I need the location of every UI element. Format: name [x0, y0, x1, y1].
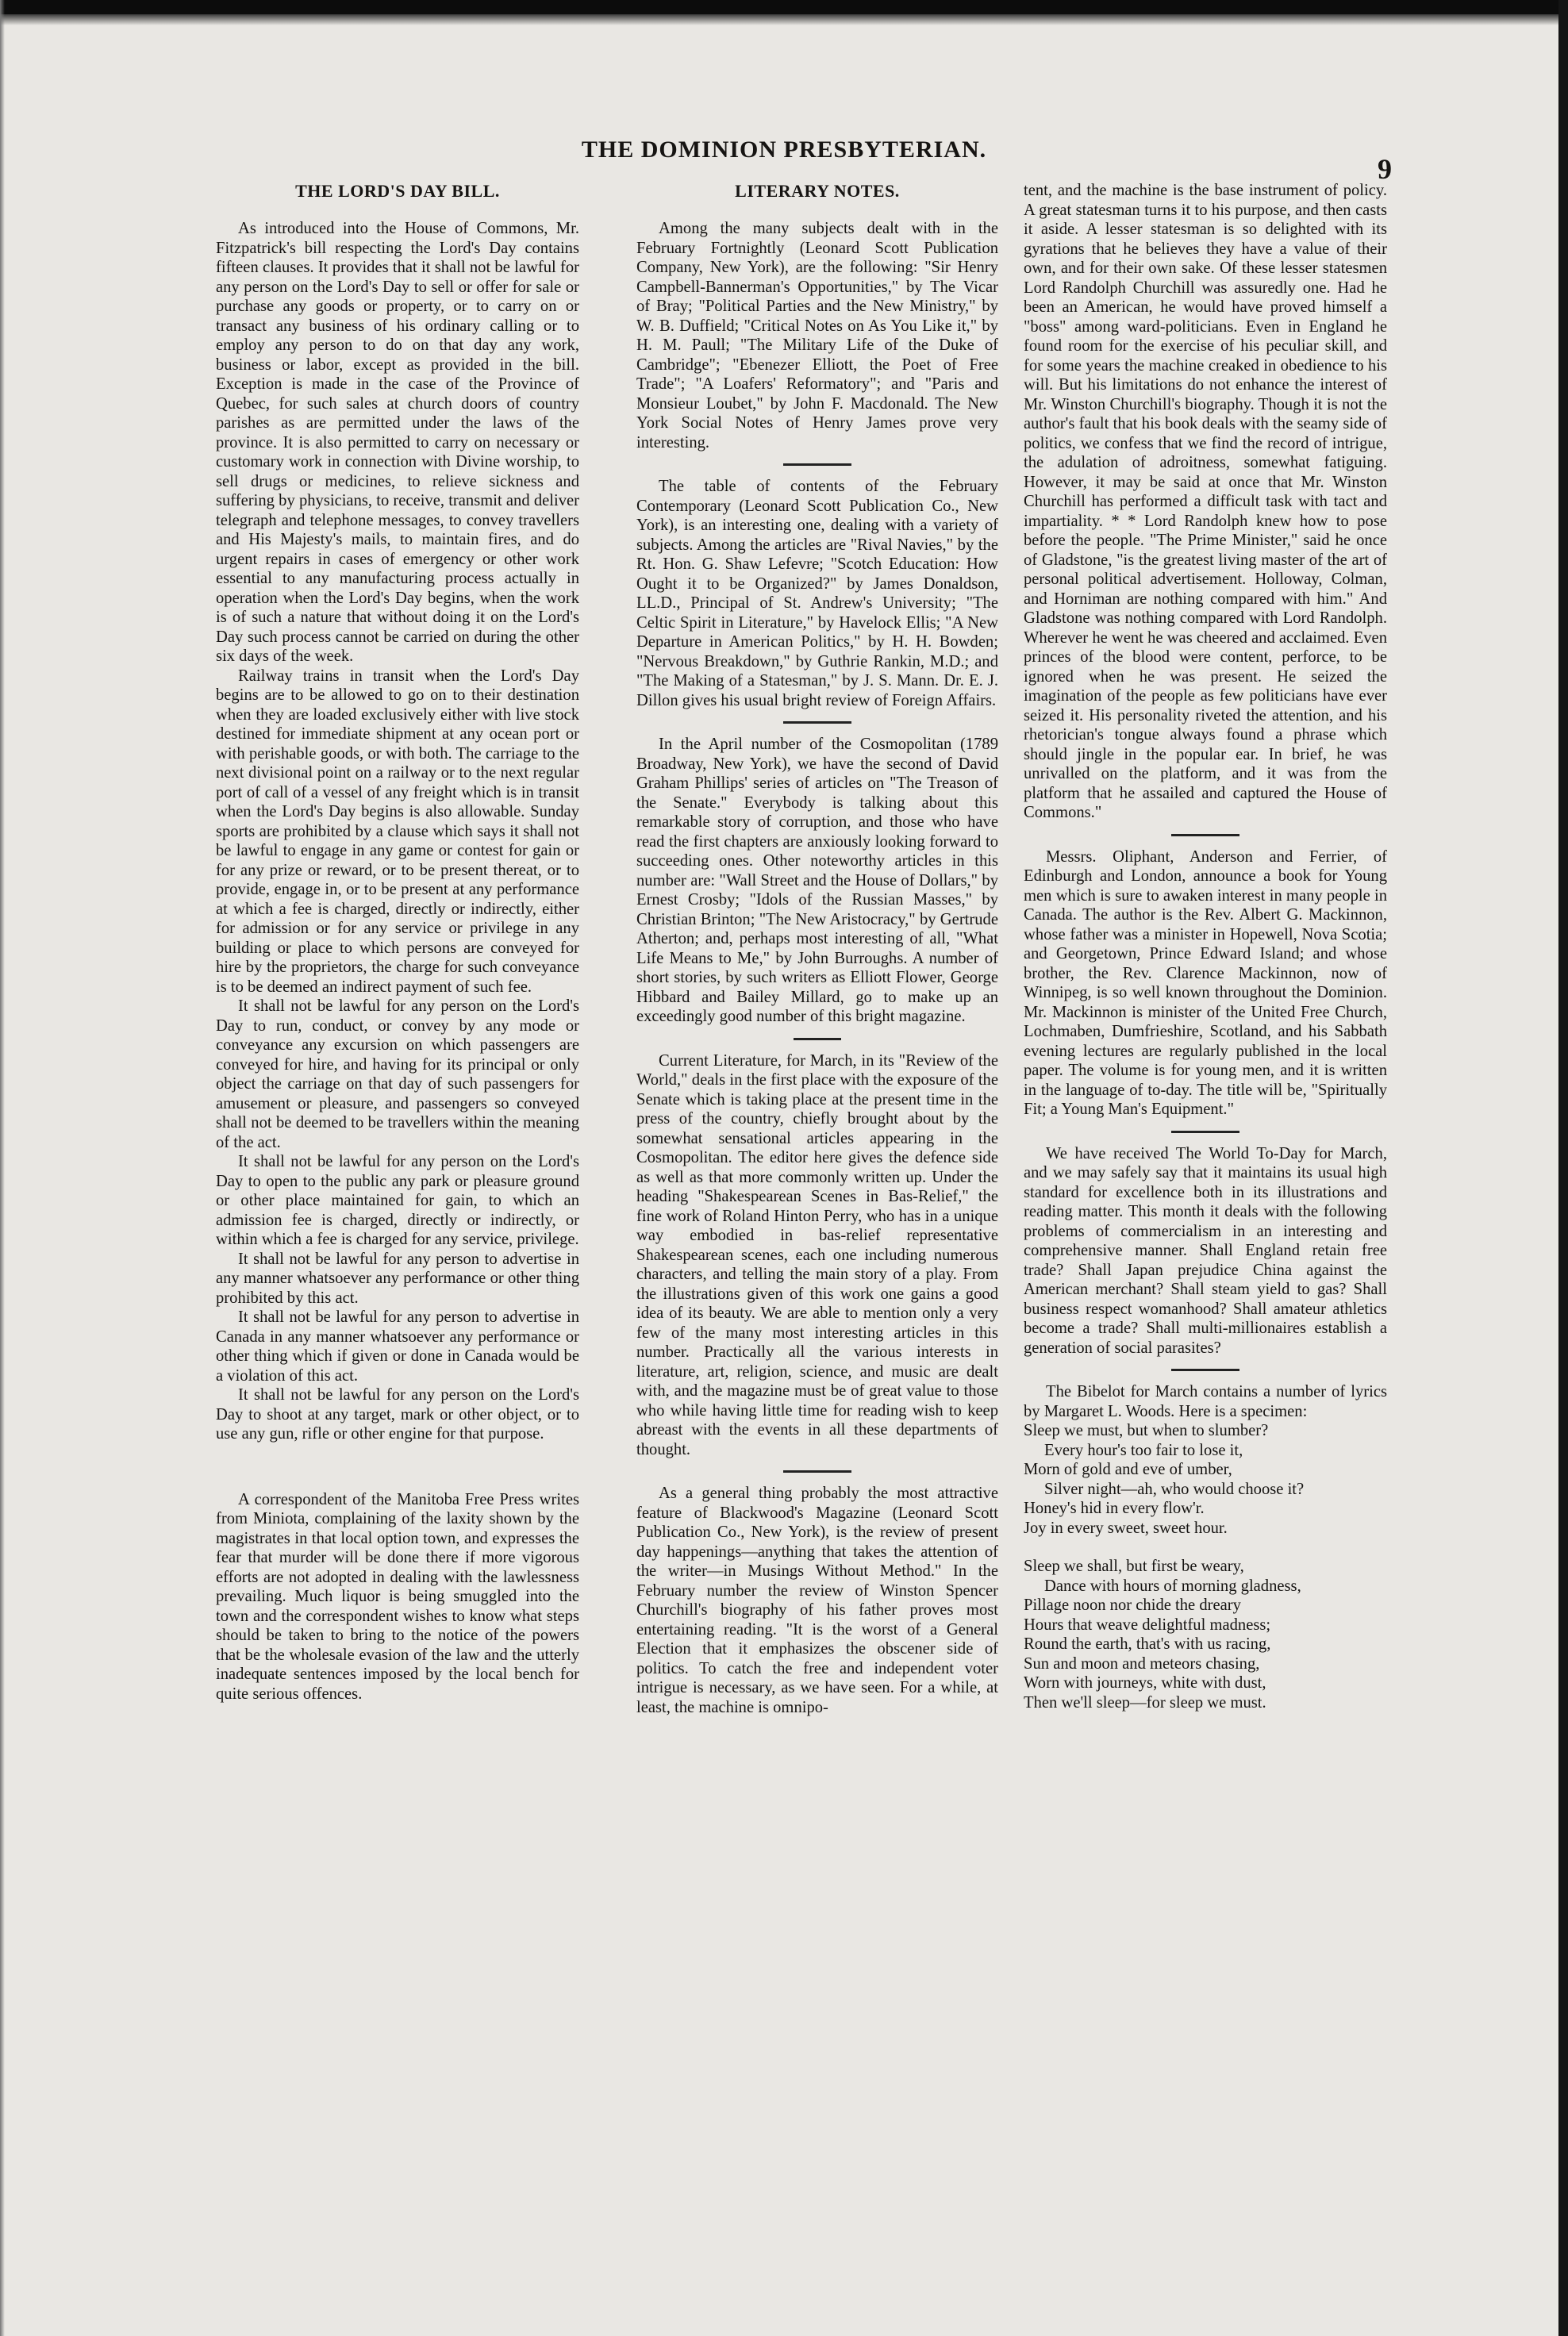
paragraph-contemporary: The table of contents of the February Contemporary (Leonard Scott Publication Co., New York), is an interesting one, dealing with a variety of subjects. Among the articles are "Rival Navies," by the Rt. Hon. G. Shaw Lefevre; "Scotch Education: How Ought it to be Organized?" by James Donaldson, LL.D., Principal of St. Andrew's University; "The Celtic Spirit in Literature," by Havelock Ellis; "A New Departure in American Politics," by H. H. Bowden; "Nervous Breakdown," by Guthrie Rankin, M.D.; and "The Making of a Statesman," by J. S. Mann. Dr. E. J. Dillon gives his usual bright review of Foreign Affairs. — [636, 478, 998, 709]
section-divider — [783, 463, 851, 466]
article-title-literary-notes: LITERARY NOTES. — [735, 181, 900, 201]
poem-line: Sleep we shall, but first be weary, — [1024, 1558, 1244, 1575]
paragraph-bibelot: The Bibelot for March contains a number of lyrics by Margaret L. Woods. Here is a specimen: — [1024, 1383, 1387, 1420]
paragraph-fortnightly: Among the many subjects dealt with in the February Fortnightly (Leonard Scott Publication Company, New York), are the following: "Sir Henry Campbell-Bannerman's Opportunities," by The Vicar of Bray; "Political Parties and the New Ministry," by W. B. Duffield; "Critical Notes on As You Like it," by H. M. Paull; "The Military Life of the Duke of Cambridge"; "Ebenezer Elliott, the Poet of Free Trade"; "A Loafers' Reformatory"; and "Paris and Monsieur Loubet," by John F. Macdonald. The New York Social Notes of Henry James prove very interesting. — [636, 220, 998, 451]
paragraph-oliphant: Messrs. Oliphant, Anderson and Ferrier, of Edinburgh and London, announce a book for Young men which is sure to awaken interest in many people in Canada. The author is the Rev. Albert G. Mackinnon, whose father was a minister in Hopewell, Nova Scotia; and Georgetown, Prince Edward Island; and whose brother, the Rev. Clarence Mackinnon, now of Winnipeg, is so well known throughout the Dominion. Mr. Mackinnon is minister of the United Free Church, Lochmaben, Dumfrieshire, Scotland, and his Sabbath evening lectures are regularly published in the local paper. The volume is for young men, and it is written in the language of to-day. The title will be, "Spiritually Fit; a Young Man's Equipment." — [1024, 847, 1387, 1118]
scan-right-edge — [1558, 0, 1568, 2336]
paragraph: It shall not be lawful for any person on the Lord's Day to run, conduct, or convey by any mode or conveyance any excursion on which passengers are conveyed for hire, and having for its principal or only object the carriage on that day of such passengers for amusement or pleasure, and passengers so conveyed shall not be deemed to be travellers within the meaning of the act. — [216, 997, 579, 1151]
paragraph-world-today: We have received The World To-Day for March, and we may safely say that it maintains its usual high standard for excellence both in its illustrations and reading matter. This month it deals with the following problems of commercialism in an interesting and comprehensive manner. Shall England retain free trade? Shall Japan prejudice China against the American merchant? Shall steam yield to gas? Shall business respect womanhood? Shall amateur athletics become a trade? Shall multi-millionaires establish a generation of social parasites? — [1024, 1144, 1387, 1357]
poem-line: Worn with journeys, white with dust, — [1024, 1674, 1266, 1692]
scan-left-edge — [0, 0, 5, 2336]
poem-line: Round the earth, that's with us racing, — [1024, 1635, 1271, 1653]
paragraph: It shall not be lawful for any person to advertise in Canada in any manner whatsoever any performance or other thing which if given or done in Canada would be a violation of this act. — [216, 1308, 579, 1385]
poem-line: Every hour's too fair to lose it, — [1044, 1441, 1243, 1459]
section-divider — [1171, 1131, 1239, 1133]
paragraph-manitoba-correspondent: A correspondent of the Manitoba Free Press writes from Miniota, complaining of the laxity shown by the magistrates in that local option town, and expresses the fear that murder will be done there if more vigorous efforts are not adopted in dealing with the lawlessness prevailing. Much liquor is being smuggled into the town and the correspondent wishes to know what steps should be taken to bring to the notice of the powers that be the wholesale evasion of the law and the utterly inadequate sentences imposed by the local bench for quite serious offences. — [216, 1490, 579, 1703]
poem-line: Joy in every sweet, sweet hour. — [1024, 1519, 1228, 1537]
poem-line: Silver night—ah, who would choose it? — [1044, 1480, 1305, 1498]
poem-line: Morn of gold and eve of umber, — [1024, 1461, 1232, 1478]
section-divider — [783, 721, 851, 724]
poem-line: Then we'll sleep—for sleep we must. — [1024, 1693, 1266, 1712]
section-divider — [1171, 834, 1239, 836]
paragraph: It shall not be lawful for any person on the Lord's Day to open to the public any park or pleasure ground or other place maintained for gain, to which an admission fee is charged, directly or indirectly, or within which a fee is charged for any service, privilege. — [216, 1153, 579, 1248]
column-middle — [636, 181, 998, 1717]
poem-line: Hours that weave delightful madness; — [1024, 1616, 1271, 1634]
section-divider — [783, 1470, 851, 1473]
paragraph-blackwoods: As a general thing probably the most attractive feature of Blackwood's Magazine (Leonard Scott Publication Co., New York), is the review of present day happenings—anything that takes the attention of the writer—in Musings Without Method." In the February number the review of Winston Spencer Churchill's biography of his father proves most entertaining reading. "It is the worst of a General Election that it emphasizes the obscener side of politics. To catch the free and independent voter intrigue is necessary, as we have seen. For a while, at least, the machine is omnipo- — [636, 1485, 998, 1716]
paragraph: As introduced into the House of Commons, Mr. Fitzpatrick's bill respecting the Lord's Day contains fifteen clauses. It provides that it shall not be lawful for any person on the Lord's Day to sell or offer for sale or purchase any goods or property, or to carry on or transact any business of his ordinary calling or to employ any person to do on that day any work, business or labor, except as provided in the bill. Exception is made in the case of the Province of Quebec, for such sales at church doors of country parishes as are permitted under the laws of the province. It is also permitted to carry on necessary or customary work in connection with Divine worship, to sell drugs or medicines, to relieve sickness and suffering by physicians, to receive, transmit and deliver telegraph and telephone messages, to convey travellers and His Majesty's mails, to maintain fires, and do urgent repairs in cases of emergency or other work essential to any manufacturing process actually in operation when the Lord's Day begins, when the work is of such a nature that without doing it on the Lord's Day such process cannot be carried on during the other six days of the week. — [216, 220, 579, 665]
scan-top-edge — [0, 0, 1568, 14]
column-left — [216, 181, 579, 1704]
poem-line: Sun and moon and meteors chasing, — [1024, 1654, 1260, 1673]
section-divider — [794, 1038, 841, 1040]
page-number: 9 — [1378, 153, 1392, 185]
scan-top-shadow — [0, 14, 1568, 25]
poem-line: Dance with hours of morning gladness, — [1044, 1577, 1301, 1595]
paragraph: It shall not be lawful for any person on the Lord's Day to shoot at any target, mark or other object, or to use any gun, rifle or other engine for that purpose. — [216, 1386, 579, 1443]
section-gap — [216, 1444, 579, 1490]
poem-line: Sleep we must, but when to slumber? — [1024, 1422, 1269, 1439]
poem-line: Honey's hid in every flow'r. — [1024, 1500, 1205, 1517]
paragraph: Railway trains in transit when the Lord's Day begins are to be allowed to go on to their destination when they are loaded exclusively either with live stock destined for immediate shipment at any ocean port or with perishable goods, or with both. The carriage to the next divisional point on a railway or to the next regular port of call of a vessel of any freight which is in transit when the Lord's Day begins is also allowable. Sunday sports are prohibited by a clause which says it shall not be lawful to engage in any game or contest for gain or for any prize or reward, or to be present thereat, or to provide, engage in, or to be present at any performance at which a fee is charged, directly or indirectly, either for admission or for any service or privilege in any building or place to which persons are conveyed for hire by the proprietors, the charge for such conveyance is to be deemed an indirect payment of such fee. — [216, 667, 579, 996]
paragraph-current-literature: Current Literature, for March, in its "Review of the World," deals in the first place with the exposure of the Senate which is taking place at the present time in the press of the country, chiefly brought about by the somewhat sensational articles appearing in the Cosmopolitan. The editor here gives the defence side as well as that more commonly written up. Under the heading "Shakespearean Scenes in Bas-Relief," the fine work of Roland Hinton Perry, who has in a unique way embodied in bas-relief representative Shakespearean scenes, each one including numerous characters, and telling the main story of a play. From the illustrations given of this work one gains a good idea of its beauty. We are able to mention only a very few of the many most interesting articles in this number. Practically all the various interests in literature, art, religion, science, and music are dealt with, and the magazine must be of great value to those who while having little time for reading wish to keep abreast with the events in all these departments of thought. — [636, 1051, 998, 1458]
paragraph-continued: tent, and the machine is the base instrument of policy. A great statesman turns it to his purpose, and then casts it aside. A lesser statesman is so delighted with its gyrations that he believes they have a value of their own, and for their own sake. Of these lesser statesmen Lord Randolph Churchill was assuredly one. Had he been an American, he would have proved himself a "boss" among ward-politicians. Even in England he found room for the exercise of his peculiar skill, and for some years the machine creaked in obedience to his will. But his limitations do not enhance the interest of Mr. Winston Churchill's biography. Though it is not the author's fault that his book deals with the seamy side of politics, we confess that we find the record of intrigue, the adulation of adroitness, somewhat fatiguing. However, it may be said at once that Mr. Winston Churchill has performed a difficult task with tact and impartiality. * * Lord Randolph knew how to pose before the people. "The Prime Minister," said he once of Gladstone, "is the greatest living master of the art of personal political advertisement. Holloway, Colman, and Horniman are nothing compared with him." And Gladstone was nothing compared with Lord Randolph. Wherever he went he was cheered and acclaimed. Even princes of the blood were content, perforce, to be ignored when he was present. He seized the imagination of the people as few politicians have ever seized it. His personality riveted the attention, and his rhetorician's tongue always found a phrase which should jingle in the popular ear. In brief, he was unrivalled on the platform, and it was from the platform that he assailed and captured the House of Commons." — [1024, 182, 1387, 821]
article-title-lords-day-bill: THE LORD'S DAY BILL. — [295, 181, 500, 201]
stanza-gap — [1024, 1538, 1387, 1557]
poem-line: Pillage noon nor chide the dreary — [1024, 1596, 1241, 1614]
paragraph-cosmopolitan: In the April number of the Cosmopolitan (1789 Broadway, New York), we have the second of David Graham Phillips' series of articles on "The Treason of the Senate." Everybody is talking about this remarkable story of corruption, and those who have read the first chapters are anxiously looking forward to succeeding ones. Other noteworthy articles in this number are: "Wall Street and the House of Dollars," by Ernest Crosby; "Idols of the Russian Masses," by Christian Brinton; "The New Aristocracy," by Gertrude Atherton; and, perhaps most interesting of all, "What Life Means to Me," by John Burroughs. A number of short stories, by such writers as Elliott Flower, George Hibbard and Bailey Millard, go to make up an exceedingly good number of this bright magazine. — [636, 736, 998, 1025]
section-divider — [1171, 1369, 1239, 1371]
page-header: THE DOMINION PRESBYTERIAN. — [581, 136, 987, 163]
paragraph: It shall not be lawful for any person to advertise in any manner whatsoever any performance or other thing prohibited by this act. — [216, 1250, 579, 1307]
column-right — [1024, 181, 1387, 1712]
